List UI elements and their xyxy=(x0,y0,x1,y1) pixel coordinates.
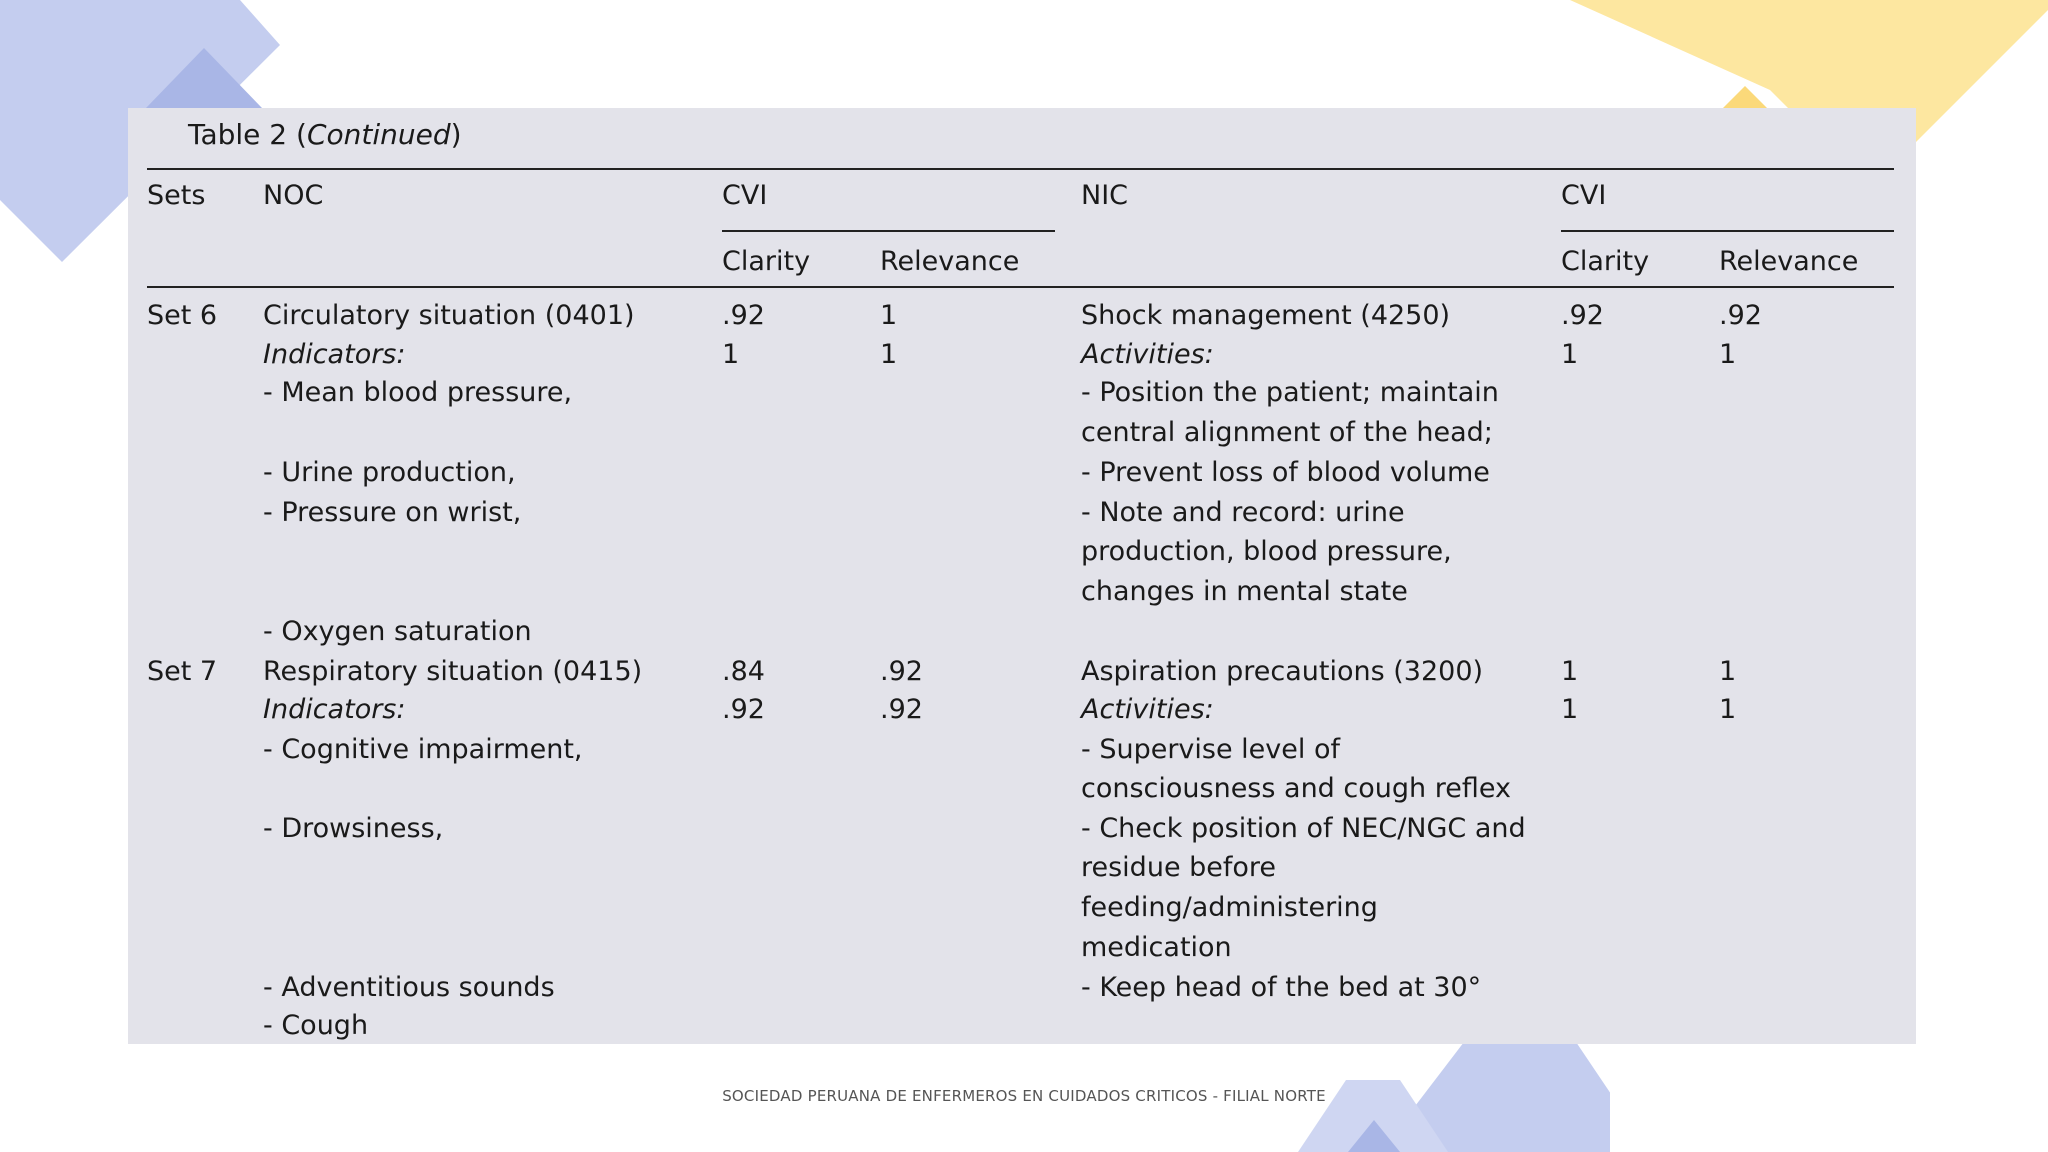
header-noc: NOC xyxy=(263,180,324,211)
nic-activity-line: - Keep head of the bed at 30° xyxy=(1081,972,1482,1003)
nic-activity-line: feeding/administering xyxy=(1081,892,1378,923)
nic-title: Shock management (4250) xyxy=(1081,300,1451,331)
nic-activity-line: residue before xyxy=(1081,852,1277,883)
nic-relevance-value: 1 xyxy=(1719,656,1737,687)
nic-activity-line: - Prevent loss of blood volume xyxy=(1081,457,1490,488)
header-clarity-right: Clarity xyxy=(1561,246,1650,277)
noc-indicator: - Oxygen saturation xyxy=(263,616,532,647)
nic-activity-line: central alignment of the head; xyxy=(1081,417,1493,448)
nic-relevance-value: 1 xyxy=(1719,339,1737,370)
nic-activities-label: Activities: xyxy=(1081,694,1214,725)
cvi-right-rule xyxy=(1561,230,1894,232)
noc-indicator: - Drowsiness, xyxy=(263,813,444,844)
header-sets: Sets xyxy=(147,180,206,211)
header-nic: NIC xyxy=(1081,180,1129,211)
set-label: Set 7 xyxy=(147,656,218,687)
nic-activity-line: - Supervise level of xyxy=(1081,734,1340,765)
nic-activity-line: - Note and record: urine xyxy=(1081,497,1405,528)
noc-indicator: - Pressure on wrist, xyxy=(263,497,522,528)
table-title: Table 2 (Continued) xyxy=(188,118,462,151)
nic-relevance-value: 1 xyxy=(1719,694,1737,725)
header-cvi-left: CVI xyxy=(722,180,768,211)
nic-activity-line: - Check position of NEC/NGC and xyxy=(1081,813,1526,844)
nic-clarity-value: 1 xyxy=(1561,339,1579,370)
header-relevance-right: Relevance xyxy=(1719,246,1859,277)
header-clarity-left: Clarity xyxy=(722,246,811,277)
noc-title: Circulatory situation (0401) xyxy=(263,300,635,331)
noc-indicators-label: Indicators: xyxy=(263,339,406,370)
set-label: Set 6 xyxy=(147,300,218,331)
noc-title: Respiratory situation (0415) xyxy=(263,656,643,687)
noc-relevance-value: .92 xyxy=(880,656,923,687)
nic-activity-line: changes in mental state xyxy=(1081,576,1408,607)
noc-clarity-value: .92 xyxy=(722,300,765,331)
footer-text: SOCIEDAD PERUANA DE ENFERMEROS EN CUIDADOS CRITICOS - FILIAL NORTE xyxy=(722,1087,1326,1105)
cvi-left-rule xyxy=(722,230,1055,232)
noc-relevance-value: 1 xyxy=(880,339,898,370)
noc-indicator: - Mean blood pressure, xyxy=(263,377,573,408)
nic-activities-label: Activities: xyxy=(1081,339,1214,370)
nic-activity-line: medication xyxy=(1081,932,1232,963)
header-bottom-rule xyxy=(147,286,1894,288)
nic-activity-line: - Position the patient; maintain xyxy=(1081,377,1499,408)
header-cvi-right: CVI xyxy=(1561,180,1607,211)
noc-clarity-value: 1 xyxy=(722,339,740,370)
nic-clarity-value: .92 xyxy=(1561,300,1604,331)
noc-clarity-value: .92 xyxy=(722,694,765,725)
nic-title: Aspiration precautions (3200) xyxy=(1081,656,1484,687)
noc-indicators-label: Indicators: xyxy=(263,694,406,725)
noc-relevance-value: 1 xyxy=(880,300,898,331)
nic-activity-line: production, blood pressure, xyxy=(1081,536,1452,567)
noc-indicator: - Cough xyxy=(263,1010,369,1041)
noc-relevance-value: .92 xyxy=(880,694,923,725)
nic-activity-line: consciousness and cough reflex xyxy=(1081,773,1511,804)
top-rule xyxy=(147,168,1894,170)
noc-indicator: - Cognitive impairment, xyxy=(263,734,583,765)
noc-indicator: - Urine production, xyxy=(263,457,516,488)
noc-clarity-value: .84 xyxy=(722,656,765,687)
nic-clarity-value: 1 xyxy=(1561,694,1579,725)
header-relevance-left: Relevance xyxy=(880,246,1020,277)
nic-clarity-value: 1 xyxy=(1561,656,1579,687)
nic-relevance-value: .92 xyxy=(1719,300,1762,331)
noc-indicator: - Adventitious sounds xyxy=(263,972,555,1003)
